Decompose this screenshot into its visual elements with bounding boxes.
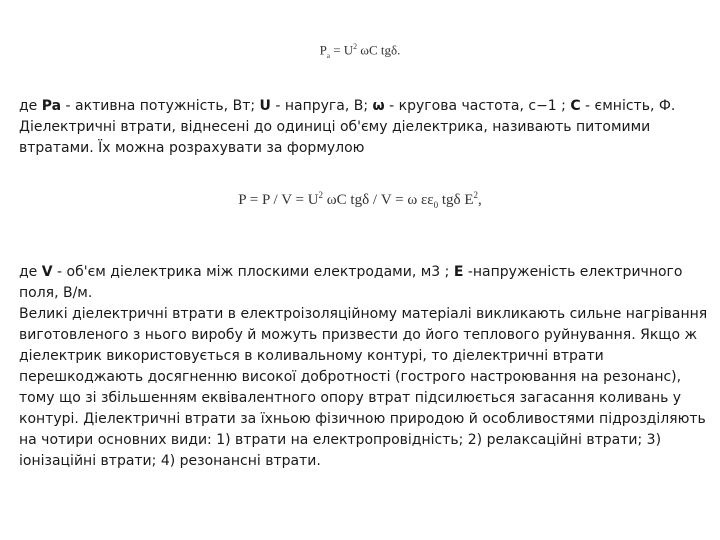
formula1-rest: ωC tgδ. bbox=[357, 42, 401, 58]
specific-losses-text: Діелектричні втрати, віднесені до одиниці об'єму діелектрика, називають питомими втратами. Їх можна розрахувати за формулою bbox=[19, 119, 651, 156]
text-segment: де bbox=[19, 98, 42, 114]
text-segment: - кругова частота, с−1 ; bbox=[384, 98, 571, 114]
text-segment: - напруга, В; bbox=[270, 98, 373, 114]
term-e: Е bbox=[453, 264, 464, 280]
formula2-part-c: tgδ E bbox=[438, 192, 474, 208]
formula2-part-b: ωC tgδ / V = ω εε bbox=[323, 192, 434, 208]
text-segment: - об'єм діелектрика між плоскими електродами, м3 ; bbox=[52, 264, 454, 280]
formula1-symbol-p: P bbox=[319, 42, 327, 58]
formula1-equals-u: = U bbox=[329, 42, 354, 58]
term-pa: Pa bbox=[41, 98, 62, 114]
formula-active-power bbox=[0, 42, 720, 60]
dielectric-losses-text: Великі діелектричні втрати в електроізоляційному матеріалі викликають сильне нагрівання виготовленого з нього виробу й можуть призвести до його теплового руйнування. Якщо ж діелектрик використовується в коливальному контурі, то діелектричні втрати перешкоджають досягненню високої добротності (гострого настроювання на резонанс), тому що зі збільшенням еквівалентного опору втрат підсилюється загасання коливань у контурі. Діелектричні втрати за їхньою фізичною природою й особливостями підрозділяють на чотири основних види: 1) втрати на електропровідність; 2) релаксаційні втрати; 3) іонізаційні втрати; 4) резонансні втрати. bbox=[19, 306, 708, 469]
text-segment: де bbox=[19, 264, 42, 280]
term-u: U bbox=[259, 98, 271, 114]
text-segment: -напруженість електричного поля, В/м. bbox=[19, 264, 683, 301]
formula-specific-losses bbox=[0, 190, 720, 210]
formula2-exponent-2: 2 bbox=[473, 190, 478, 200]
text-segment: - активна потужність, Вт; bbox=[61, 98, 260, 114]
text-segment: - ємність, Ф. bbox=[580, 98, 676, 114]
term-v: V bbox=[41, 264, 53, 280]
formula2-part-d: , bbox=[477, 192, 482, 208]
term-omega: ω bbox=[372, 98, 385, 114]
formula1-subscript: a bbox=[326, 51, 330, 60]
term-c: С bbox=[570, 98, 581, 114]
formula2-subscript-0: 0 bbox=[433, 200, 439, 210]
paragraph-definitions-1 bbox=[19, 96, 709, 159]
formula2-part-a: P = P / V = U bbox=[238, 192, 319, 208]
formula2-exponent-1: 2 bbox=[318, 190, 324, 200]
formula1-exponent: 2 bbox=[353, 42, 358, 51]
paragraph-definitions-2 bbox=[19, 262, 709, 472]
